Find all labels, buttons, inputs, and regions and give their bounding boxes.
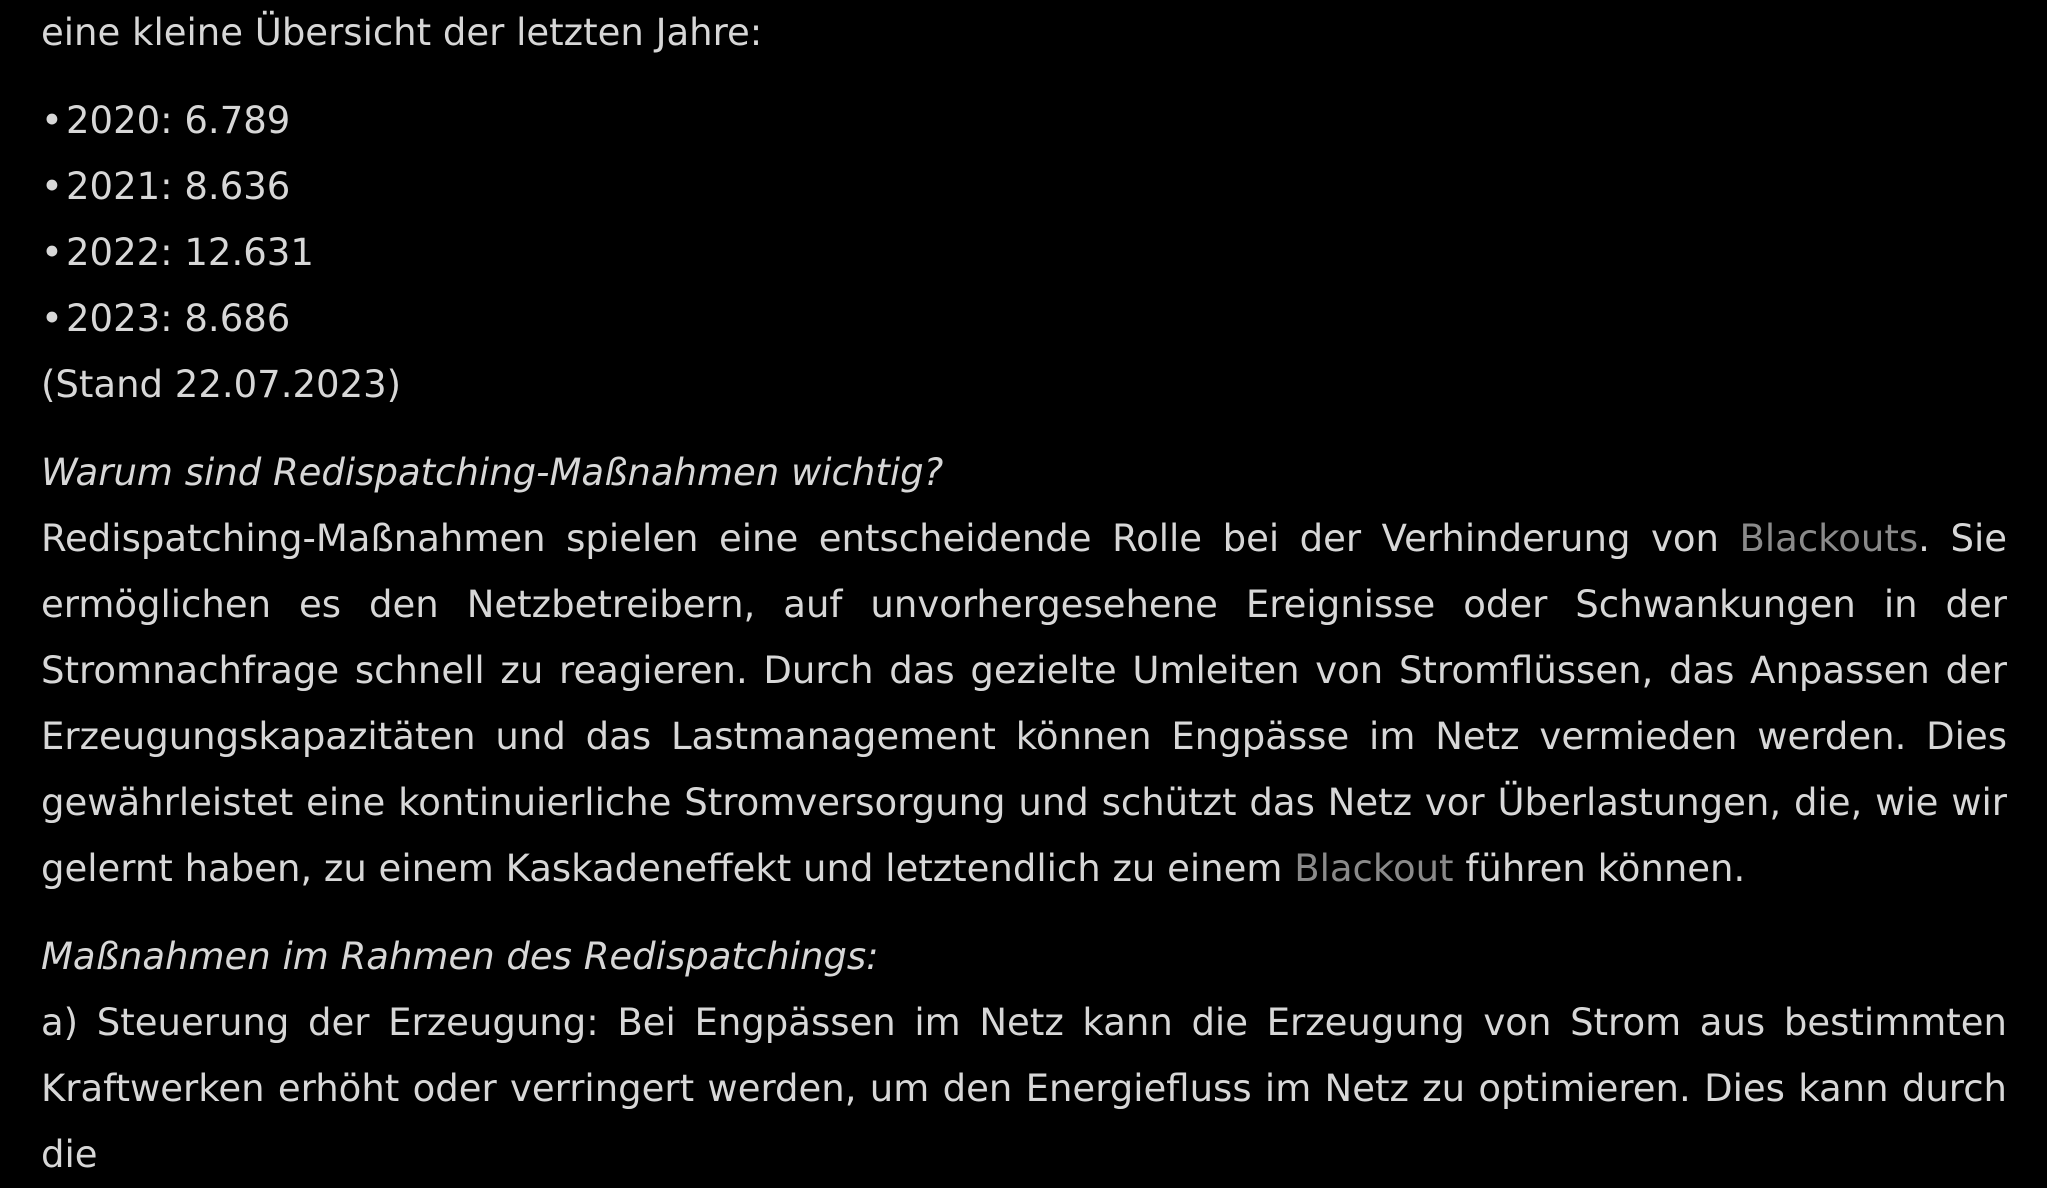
article-body: [41, 0, 2007, 1188]
bullet-icon: •: [41, 297, 63, 340]
blackout-link[interactable]: Blackout: [1294, 847, 1454, 890]
list-item: [41, 88, 2007, 154]
year-list: [41, 88, 2007, 352]
section-paragraph-why: [41, 506, 2007, 902]
list-item: [41, 286, 2007, 352]
year-value: 2022: 12.631: [66, 231, 314, 274]
year-value: 2023: 8.686: [66, 297, 291, 340]
section-paragraph-measures: a) Steuerung der Erzeugung: Bei Engpässen im Netz kann die Erzeugung von Strom aus bestimmten Kraftwerken erhöht oder verringert werden, um den Energiefluss im Netz zu optimieren. Dies kann durch die: [41, 1001, 2007, 1176]
section-heading-measures: Maßnahmen im Rahmen des Redispatchings:: [41, 935, 879, 978]
stand-note: (Stand 22.07.2023): [41, 363, 402, 406]
bullet-icon: •: [41, 231, 63, 274]
blackouts-link[interactable]: Blackouts: [1739, 517, 1919, 560]
bullet-icon: •: [41, 165, 63, 208]
list-item: [41, 220, 2007, 286]
year-value: 2020: 6.789: [66, 99, 291, 142]
section-heading-why: Warum sind Redispatching-Maßnahmen wichtig?: [41, 451, 944, 494]
list-item: [41, 154, 2007, 220]
paragraph-text: führen können.: [1453, 847, 1746, 890]
year-value: 2021: 8.636: [66, 165, 291, 208]
intro-text: eine kleine Übersicht der letzten Jahre:: [41, 11, 763, 54]
paragraph-text: Redispatching-Maßnahmen spielen eine entscheidende Rolle bei der Verhinderung von: [41, 517, 1740, 560]
paragraph-text: . Sie ermöglichen es den Netzbetreibern, auf unvorhergesehene Ereignisse oder Schwankungen in der Stromnachfrage schnell zu reagieren. Durch das gezielte Umleiten von Stromflüssen, das Anpassen der Erzeugungskapazitäten und das Lastmanagement können Engpässe im Netz vermieden werden. Dies gewährleistet eine kontinuierliche Stromversorgung und schützt das Netz vor Überlastungen, die, wie wir gelernt haben, zu einem Kaskadeneffekt und letztendlich zu einem: [41, 517, 2007, 890]
bullet-icon: •: [41, 99, 63, 142]
